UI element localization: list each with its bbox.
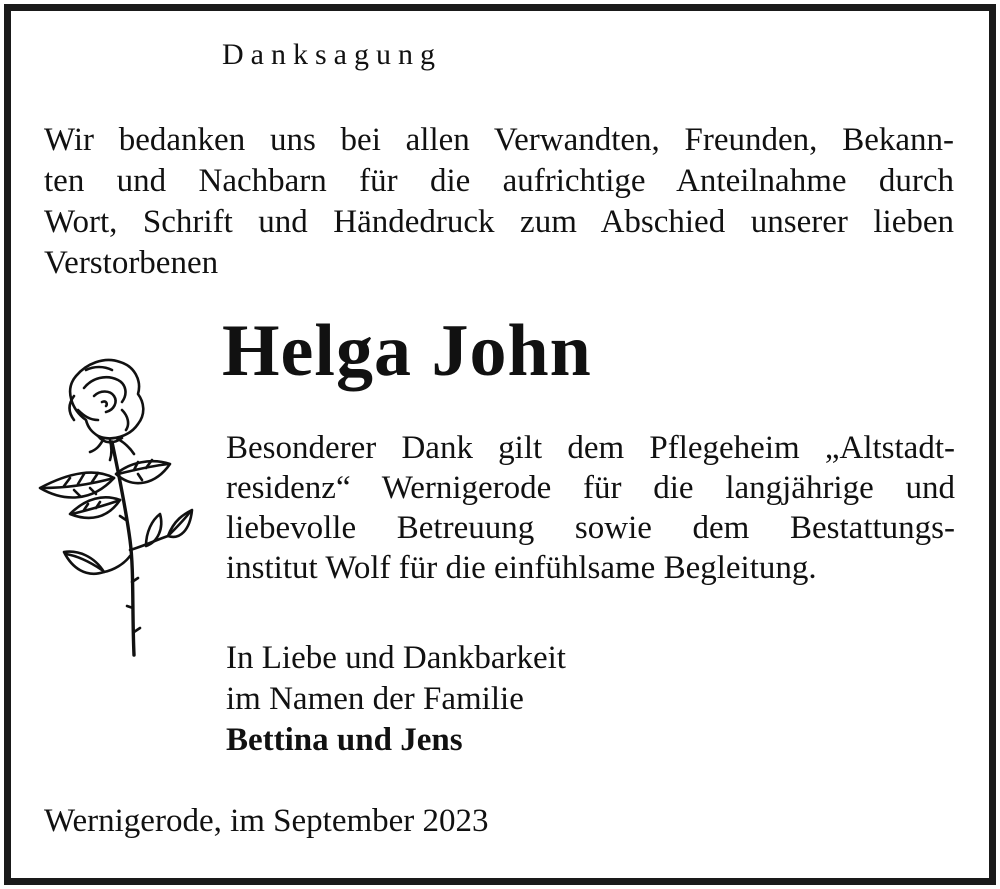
thanks-line: institut Wolf für die einfühlsame Begleitung. (226, 550, 817, 586)
rose-illustration (34, 350, 194, 665)
closing-block (226, 638, 566, 761)
intro-line: Verstorbenen (44, 245, 219, 281)
signatories: Bettina und Jens (226, 722, 463, 758)
closing-line: In Liebe und Dankbarkeit (226, 640, 566, 676)
notice-title: Danksagung (222, 38, 442, 71)
intro-line: Wir bedanken uns bei allen Verwandten, Freunden, Bekann- (44, 122, 954, 158)
intro-line: ten und Nachbarn für die aufrichtige Anteilnahme durch (44, 163, 954, 199)
intro-paragraph (44, 120, 954, 284)
intro-line: Wort, Schrift und Händedruck zum Abschied unserer lieben (44, 204, 954, 240)
thanks-line: liebevolle Betreuung sowie dem Bestattungs- (226, 510, 955, 546)
thanks-paragraph (226, 428, 955, 588)
thanks-line: Besonderer Dank gilt dem Pflegeheim „Altstadt- (226, 430, 955, 466)
deceased-name: Helga John (222, 310, 592, 392)
place-date: Wernigerode, im September 2023 (44, 803, 489, 839)
thanks-line: residenz“ Wernigerode für die langjährige und (226, 470, 955, 506)
closing-line: im Namen der Familie (226, 681, 524, 717)
